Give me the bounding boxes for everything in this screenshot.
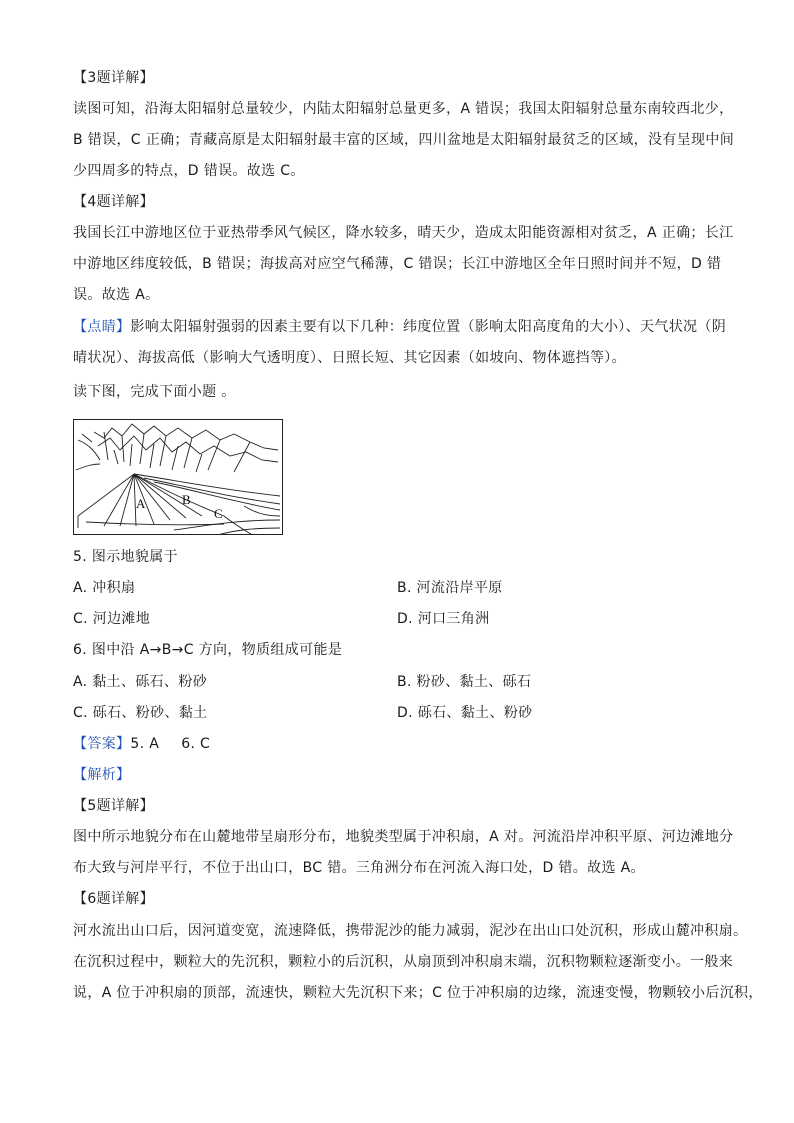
tip-text: 影响太阳辐射强弱的因素主要有以下几种：纬度位置（影响太阳高度角的大小）、天气状况（阴 xyxy=(130,319,727,335)
q6-option-a: A. 黏土、砾石、粉砂 xyxy=(73,674,208,690)
q3-detail-line: 少四周多的特点，D 错误。故选 C。 xyxy=(73,163,305,179)
alluvial-fan-sketch xyxy=(74,420,283,535)
analysis-label: 【解析】 xyxy=(73,767,131,783)
q4-detail-line: 误。故选 A。 xyxy=(73,287,160,303)
question-5-stem: 5. 图示地貌属于 xyxy=(73,549,178,565)
q4-detail-header: 【4题详解】 xyxy=(73,194,155,210)
q5-detail-line: 布大致与河岸平行，不位于出山口，BC 错。三角洲分布在河流入海口处，D 错。故选 A。 xyxy=(73,860,645,876)
q5-option-d: D. 河口三角洲 xyxy=(397,611,490,627)
tip-line-2: 晴状况）、海拔高低（影响大气透明度）、日照长短、其它因素（如坡向、物体遮挡等）。 xyxy=(73,350,626,366)
tip-line-1 xyxy=(73,318,726,336)
answer-line xyxy=(73,735,210,753)
q5-detail-header: 【5题详解】 xyxy=(73,798,155,814)
figure-label-c: C xyxy=(214,506,223,521)
q3-detail-line: 读图可知，沿海太阳辐射总量较少，内陆太阳辐射总量更多，A 错误；我国太阳辐射总量东南较西北少， xyxy=(73,101,734,117)
q4-detail-line: 中游地区纬度较低，B 错误；海拔高对应空气稀薄，C 错误；长江中游地区全年日照时间并不短，D 错 xyxy=(73,256,722,272)
q6-detail-header: 【6题详解】 xyxy=(73,891,155,907)
q5-option-a: A. 冲积扇 xyxy=(73,580,136,596)
figure-label-a: A xyxy=(136,496,146,511)
answer-q6: 6. C xyxy=(181,736,211,752)
q4-detail-line: 我国长江中游地区位于亚热带季风气候区，降水较多，晴天少，造成太阳能资源相对贫乏，A 正确；长江 xyxy=(73,225,734,241)
answer-label: 【答案】 xyxy=(73,736,131,752)
q6-option-b: B. 粉砂、黏土、砾石 xyxy=(397,674,532,690)
q5-option-b: B. 河流沿岸平原 xyxy=(397,580,503,596)
answer-q5: 5. A xyxy=(130,736,160,752)
q3-detail-header: 【3题详解】 xyxy=(73,70,155,86)
q6-detail-line: 说，A 位于冲积扇的顶部，流速快，颗粒大先沉积下来；C 位于冲积扇的边缘，流速变慢，物颗较小后沉积， xyxy=(73,985,763,1001)
question-6-stem: 6. 图中沿 A→B→C 方向，物质组成可能是 xyxy=(73,642,343,658)
q6-option-c: C. 砾石、粉砂、黏土 xyxy=(73,705,208,721)
tip-label: 【点睛】 xyxy=(73,319,131,335)
q5-detail-line: 图中所示地貌分布在山麓地带呈扇形分布，地貌类型属于冲积扇，A 对。河流沿岸冲积平原、河边滩地分 xyxy=(73,829,734,845)
figure-intro: 读下图，完成下面小题 。 xyxy=(73,384,236,400)
q6-detail-line: 河水流出山口后，因河道变宽，流速降低，携带泥沙的能力减弱，泥沙在出山口处沉积，形成山麓冲积扇。 xyxy=(73,923,748,939)
q3-detail-line: B 错误，C 正确；青藏高原是太阳辐射最丰富的区域，四川盆地是太阳辐射最贫乏的区域，没有呈现中间 xyxy=(73,132,735,148)
q5-option-c: C. 河边滩地 xyxy=(73,611,151,627)
alluvial-fan-figure xyxy=(73,419,283,535)
q6-option-d: D. 砾石、黏土、粉砂 xyxy=(397,705,533,721)
q6-detail-line: 在沉积过程中，颗粒大的先沉积，颗粒小的后沉积，从扇顶到冲积扇末端，沉积物颗粒逐渐变小。一般来 xyxy=(73,954,734,970)
figure-label-b: B xyxy=(182,492,191,507)
